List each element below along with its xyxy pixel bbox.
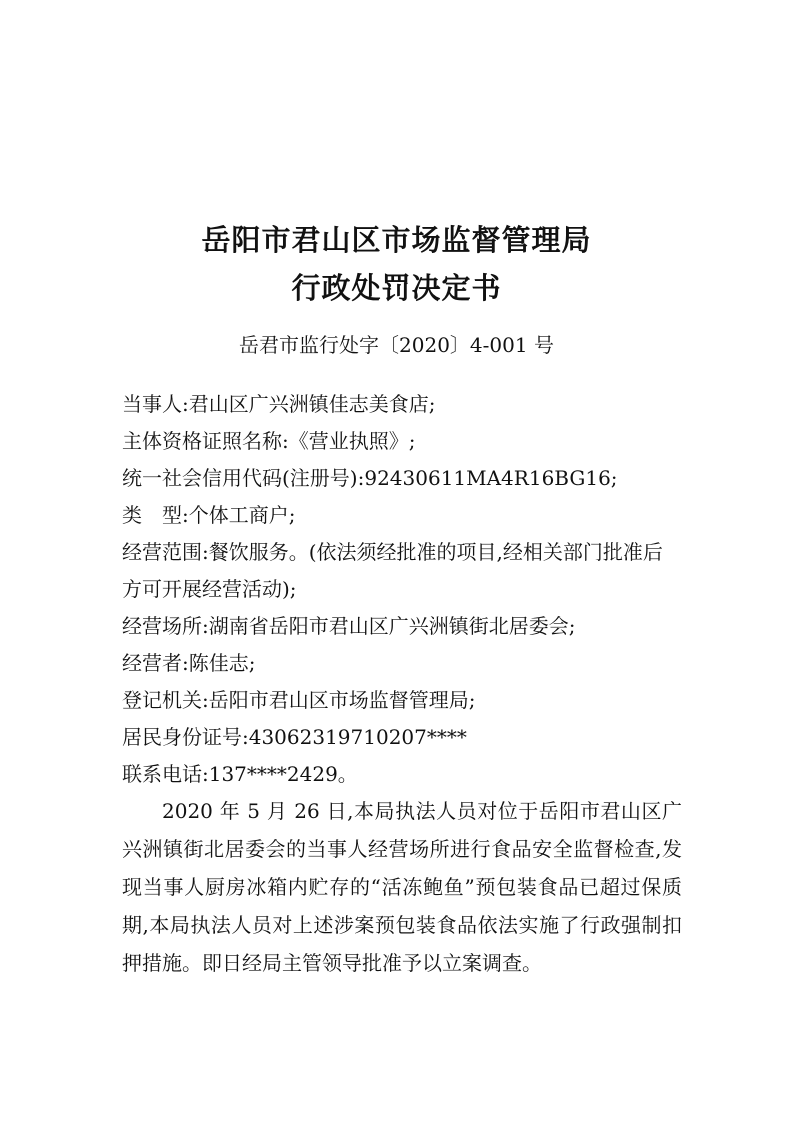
document-subtitle: 行政处罚决定书: [291, 271, 502, 305]
field-registration-authority: 登记机关:岳阳市君山区市场监督管理局;: [122, 688, 476, 712]
document-title: 岳阳市君山区市场监督管理局: [201, 223, 592, 257]
field-business-scope: 经营范围:餐饮服务。(依法须经批准的项目,经相关部门批准后方可开展经营活动);: [122, 540, 663, 601]
field-party: 当事人:君山区广兴洲镇佳志美食店;: [122, 392, 436, 416]
field-phone: 联系电话:137****2429。: [122, 762, 358, 786]
field-operator: 经营者:陈佳志;: [122, 651, 256, 675]
field-id-number: 居民身份证号:43062319710207****: [122, 725, 467, 749]
case-paragraph: 2020 年 5 月 26 日,本局执法人员对位于岳阳市君山区广兴洲镇街北居委会的当事人经营场所进行食品安全监督检查,发现当事人厨房冰箱内贮存的“活冻鲍鱼”预包装食品已超过保质期,本局执法人员对上述涉案预包装食品依法实施了行政强制扣押措施。即日经局主管领导批准予以立案调查。: [122, 799, 682, 975]
field-license-name: 主体资格证照名称:《营业执照》;: [122, 429, 416, 453]
field-credit-code: 统一社会信用代码(注册号):92430611MA4R16BG16;: [122, 466, 618, 490]
field-type: 类 型:个体工商户;: [122, 503, 296, 527]
document-number: 岳君市监行处字〔2020〕4-001 号: [239, 333, 554, 357]
field-business-address: 经营场所:湖南省岳阳市君山区广兴洲镇街北居委会;: [122, 614, 576, 638]
party-info-list: [122, 386, 682, 793]
